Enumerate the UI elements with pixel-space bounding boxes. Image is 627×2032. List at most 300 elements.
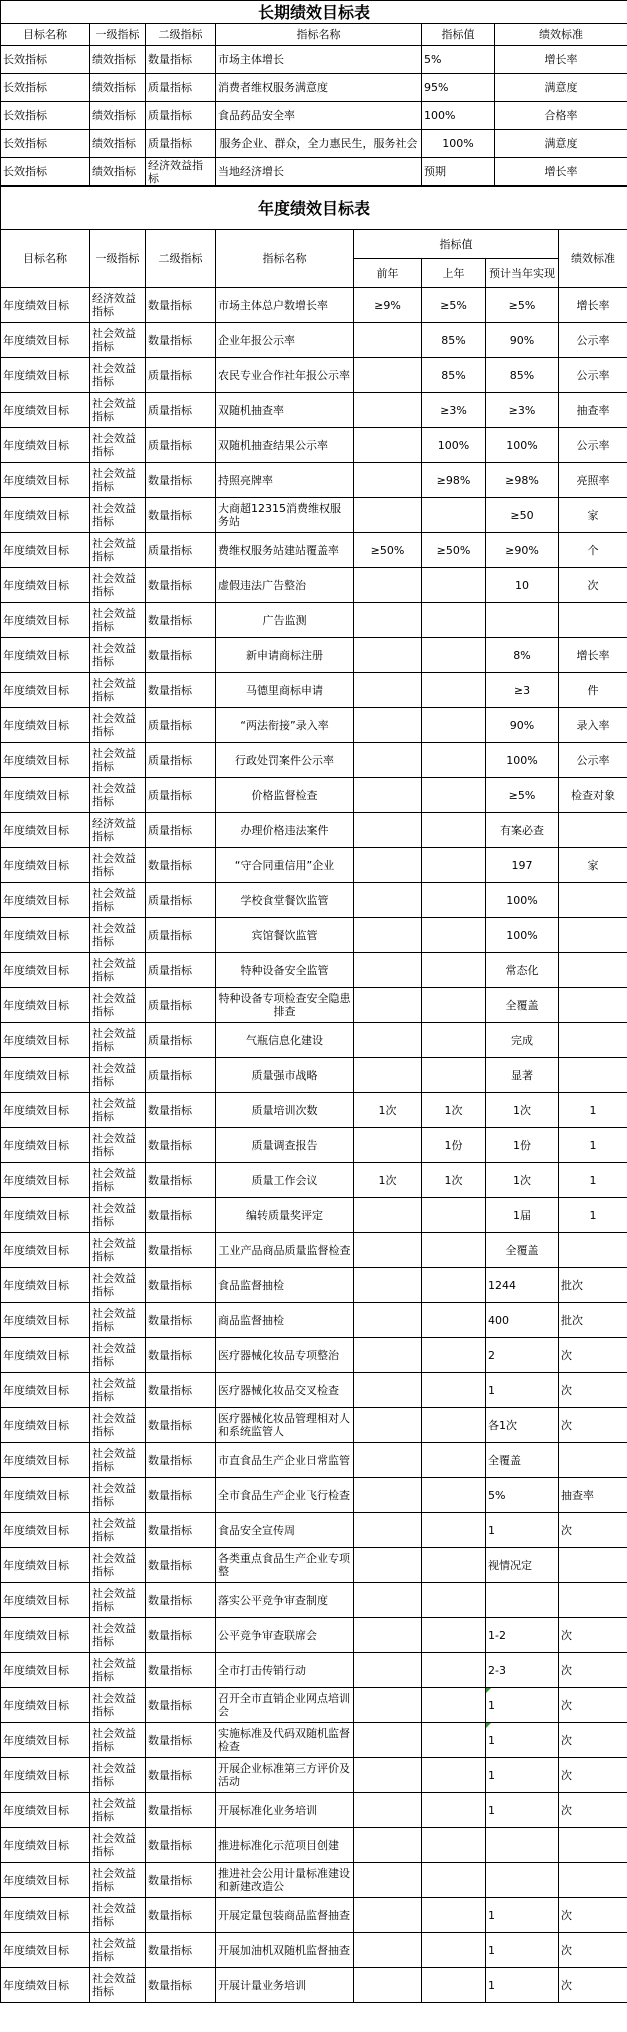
annual-cell-prev1: [422, 1443, 486, 1478]
lt-cell-level2: 质量指标: [146, 102, 216, 130]
annual-cell-indicator: 开展计量业务培训: [216, 1968, 354, 2003]
annual-cell-standard: 增长率: [559, 288, 627, 323]
annual-cell-level1: 社会效益指标: [90, 1023, 146, 1058]
annual-cell-indicator: 大商超12315消费维权服务站: [216, 498, 354, 533]
annual-cell-expected: 1: [486, 1968, 559, 2003]
annual-cell-indicator: 办理价格违法案件: [216, 813, 354, 848]
lt-cell-standard: 增长率: [495, 158, 627, 186]
annual-cell-level2: 质量指标: [146, 358, 216, 393]
annual-cell-indicator: 医疗器械化妆品交叉检查: [216, 1373, 354, 1408]
annual-cell-goal: 年度绩效目标: [1, 393, 90, 428]
table-row: [1, 1653, 627, 1688]
annual-cell-standard: 批次: [559, 1268, 627, 1303]
annual-cell-expected: 100%: [486, 743, 559, 778]
annual-cell-expected: 常态化: [486, 953, 559, 988]
annual-cell-level2: 数量指标: [146, 288, 216, 323]
lt-cell-value: 100%: [422, 130, 495, 158]
annual-cell-expected: 400: [486, 1303, 559, 1338]
header-standard: 绩效标准: [559, 230, 627, 288]
annual-cell-goal: 年度绩效目标: [1, 428, 90, 463]
annual-cell-indicator: 召开全市直销企业网点培训会: [216, 1688, 354, 1723]
annual-cell-expected: 100%: [486, 428, 559, 463]
annual-cell-prev1: [422, 498, 486, 533]
annual-cell-standard: 次: [559, 1618, 627, 1653]
annual-cell-prev2: [354, 1198, 422, 1233]
annual-cell-level2: 数量指标: [146, 1303, 216, 1338]
annual-cell-level2: 质量指标: [146, 778, 216, 813]
table-row: [1, 638, 627, 673]
annual-cell-prev2: [354, 1548, 422, 1583]
annual-cell-level1: 社会效益指标: [90, 743, 146, 778]
annual-cell-standard: 录入率: [559, 708, 627, 743]
annual-cell-standard: [559, 918, 627, 953]
table-row: [1, 1898, 627, 1933]
annual-cell-prev2: [354, 1478, 422, 1513]
annual-cell-prev1: [422, 1863, 486, 1898]
annual-cell-prev2: [354, 1338, 422, 1373]
annual-cell-level2: 数量指标: [146, 1373, 216, 1408]
table-row: [1, 1408, 627, 1443]
annual-cell-expected: ≥90%: [486, 533, 559, 568]
annual-cell-level1: 社会效益指标: [90, 1583, 146, 1618]
annual-cell-goal: 年度绩效目标: [1, 918, 90, 953]
header-goal: 目标名称: [1, 230, 90, 288]
annual-cell-prev2: [354, 1688, 422, 1723]
annual-cell-goal: 年度绩效目标: [1, 1933, 90, 1968]
annual-cell-standard: 检查对象: [559, 778, 627, 813]
table-row: [1, 1163, 627, 1198]
annual-cell-level1: 社会效益指标: [90, 1338, 146, 1373]
annual-cell-level1: 社会效益指标: [90, 1198, 146, 1233]
annual-cell-standard: 1: [559, 1198, 627, 1233]
annual-cell-goal: 年度绩效目标: [1, 848, 90, 883]
annual-cell-indicator: 质量工作会议: [216, 1163, 354, 1198]
annual-cell-level2: 数量指标: [146, 1618, 216, 1653]
annual-cell-prev2: [354, 1793, 422, 1828]
annual-cell-expected: 1-2: [486, 1618, 559, 1653]
table-row: [1, 1828, 627, 1863]
annual-cell-expected: 1次: [486, 1093, 559, 1128]
annual-cell-level1: 社会效益指标: [90, 358, 146, 393]
annual-cell-standard: [559, 953, 627, 988]
annual-cell-goal: 年度绩效目标: [1, 1233, 90, 1268]
table-row: [1, 1303, 627, 1338]
annual-cell-standard: 公示率: [559, 428, 627, 463]
annual-cell-prev1: [422, 1828, 486, 1863]
annual-cell-standard: 公示率: [559, 323, 627, 358]
annual-cell-level1: 社会效益指标: [90, 918, 146, 953]
annual-cell-level1: 社会效益指标: [90, 533, 146, 568]
annual-cell-prev1: [422, 1898, 486, 1933]
lt-cell-goal: 长效指标: [1, 102, 90, 130]
table-row: [1, 1618, 627, 1653]
annual-cell-indicator: 双随机抽查率: [216, 393, 354, 428]
annual-cell-level1: 社会效益指标: [90, 778, 146, 813]
lt-cell-level1: 绩效指标: [90, 158, 146, 186]
lt-cell-standard: 合格率: [495, 102, 627, 130]
lt-cell-level2: 数量指标: [146, 46, 216, 74]
annual-cell-level2: 质量指标: [146, 883, 216, 918]
annual-cell-prev2: [354, 953, 422, 988]
annual-cell-expected: 2: [486, 1338, 559, 1373]
annual-cell-prev1: [422, 568, 486, 603]
annual-cell-prev2: [354, 988, 422, 1023]
lt-cell-level2: 质量指标: [146, 130, 216, 158]
table-row: [1, 1198, 627, 1233]
annual-cell-prev1: [422, 813, 486, 848]
long-term-table: [0, 0, 627, 186]
annual-cell-level1: 社会效益指标: [90, 708, 146, 743]
annual-cell-expected: 1: [486, 1898, 559, 1933]
annual-cell-goal: 年度绩效目标: [1, 883, 90, 918]
annual-cell-level2: 数量指标: [146, 1128, 216, 1163]
annual-cell-expected: ≥5%: [486, 778, 559, 813]
table-row: [1, 778, 627, 813]
annual-cell-level1: 社会效益指标: [90, 1373, 146, 1408]
annual-cell-prev1: [422, 1723, 486, 1758]
annual-cell-level1: 社会效益指标: [90, 883, 146, 918]
annual-cell-level1: 社会效益指标: [90, 568, 146, 603]
table-row: [1, 603, 627, 638]
annual-cell-prev2: [354, 638, 422, 673]
lt-header-level2: 二级指标: [146, 24, 216, 46]
annual-cell-prev2: [354, 778, 422, 813]
table-row: [1, 988, 627, 1023]
annual-cell-prev2: [354, 568, 422, 603]
annual-table: [0, 186, 627, 2003]
annual-cell-expected: ≥3: [486, 673, 559, 708]
lt-cell-goal: 长效指标: [1, 74, 90, 102]
annual-cell-indicator: “守合同重信用”企业: [216, 848, 354, 883]
annual-cell-standard: [559, 988, 627, 1023]
annual-cell-prev2: [354, 1128, 422, 1163]
annual-cell-indicator: 企业年报公示率: [216, 323, 354, 358]
annual-cell-level2: 数量指标: [146, 848, 216, 883]
lt-cell-value: 95%: [422, 74, 495, 102]
annual-cell-goal: 年度绩效目标: [1, 1478, 90, 1513]
table-row: [1, 673, 627, 708]
annual-cell-goal: 年度绩效目标: [1, 1653, 90, 1688]
annual-cell-standard: [559, 1443, 627, 1478]
annual-cell-standard: 次: [559, 1758, 627, 1793]
annual-cell-level2: 质量指标: [146, 708, 216, 743]
annual-cell-level1: 社会效益指标: [90, 1548, 146, 1583]
table-row: [1, 102, 627, 130]
annual-cell-prev2: [354, 1373, 422, 1408]
table-row: [1, 918, 627, 953]
lt-cell-indicator: 服务企业、群众，全力惠民生，服务社会: [216, 130, 422, 158]
lt-header-goal: 目标名称: [1, 24, 90, 46]
annual-cell-level2: 质量指标: [146, 393, 216, 428]
annual-cell-standard: 个: [559, 533, 627, 568]
annual-cell-goal: 年度绩效目标: [1, 1968, 90, 2003]
annual-cell-goal: 年度绩效目标: [1, 323, 90, 358]
annual-cell-prev2: [354, 1758, 422, 1793]
annual-cell-prev2: [354, 428, 422, 463]
annual-cell-level2: 数量指标: [146, 1688, 216, 1723]
table-row: [1, 1443, 627, 1478]
lt-cell-indicator: 当地经济增长: [216, 158, 422, 186]
annual-cell-prev2: [354, 813, 422, 848]
annual-cell-prev2: [354, 1408, 422, 1443]
lt-cell-indicator: 市场主体增长: [216, 46, 422, 74]
annual-cell-prev2: [354, 463, 422, 498]
table-row: [1, 130, 627, 158]
annual-cell-indicator: 费维权服务站建站覆盖率: [216, 533, 354, 568]
annual-cell-goal: 年度绩效目标: [1, 743, 90, 778]
lt-cell-level1: 绩效指标: [90, 74, 146, 102]
annual-cell-level2: 数量指标: [146, 1338, 216, 1373]
table-row: [1, 498, 627, 533]
annual-cell-standard: 抽查率: [559, 1478, 627, 1513]
annual-cell-expected: 1: [486, 1723, 559, 1758]
annual-cell-level2: 数量指标: [146, 1093, 216, 1128]
annual-cell-goal: 年度绩效目标: [1, 813, 90, 848]
table-row: [1, 1968, 627, 2003]
annual-cell-indicator: 广告监测: [216, 603, 354, 638]
annual-cell-level2: 数量指标: [146, 673, 216, 708]
table-row: [1, 1933, 627, 1968]
annual-cell-indicator: 开展企业标准第三方评价及活动: [216, 1758, 354, 1793]
annual-cell-indicator: 特种设备安全监管: [216, 953, 354, 988]
annual-cell-level2: 数量指标: [146, 568, 216, 603]
annual-cell-level2: 数量指标: [146, 1198, 216, 1233]
annual-title: 年度绩效目标表: [1, 187, 627, 230]
annual-cell-prev2: ≥50%: [354, 533, 422, 568]
table-row: [1, 883, 627, 918]
annual-cell-level1: 经济效益指标: [90, 288, 146, 323]
table-row: [1, 1513, 627, 1548]
annual-cell-prev2: [354, 603, 422, 638]
annual-cell-expected: 1244: [486, 1268, 559, 1303]
annual-cell-expected: 1: [486, 1758, 559, 1793]
annual-cell-prev2: [354, 323, 422, 358]
annual-cell-expected: ≥50: [486, 498, 559, 533]
annual-cell-level1: 社会效益指标: [90, 1303, 146, 1338]
annual-cell-prev2: [354, 358, 422, 393]
annual-cell-prev2: ≥9%: [354, 288, 422, 323]
annual-cell-level1: 社会效益指标: [90, 498, 146, 533]
annual-cell-goal: 年度绩效目标: [1, 1688, 90, 1723]
annual-cell-expected: 1: [486, 1688, 559, 1723]
table-row: [1, 1233, 627, 1268]
annual-cell-level2: 数量指标: [146, 1513, 216, 1548]
annual-cell-prev1: [422, 953, 486, 988]
annual-cell-standard: [559, 1023, 627, 1058]
annual-cell-goal: 年度绩效目标: [1, 463, 90, 498]
annual-cell-indicator: 推进社会公用计量标准建设和新建改造公: [216, 1863, 354, 1898]
annual-cell-prev2: 1次: [354, 1163, 422, 1198]
header-level1: 一级指标: [90, 230, 146, 288]
annual-cell-level1: 社会效益指标: [90, 1898, 146, 1933]
lt-cell-level1: 绩效指标: [90, 102, 146, 130]
annual-cell-expected: ≥3%: [486, 393, 559, 428]
annual-cell-standard: 次: [559, 1933, 627, 1968]
annual-cell-expected: [486, 1583, 559, 1618]
annual-cell-level1: 社会效益指标: [90, 1653, 146, 1688]
annual-cell-indicator: 工业产品商品质量监督检查: [216, 1233, 354, 1268]
annual-cell-standard: 家: [559, 498, 627, 533]
annual-cell-level1: 社会效益指标: [90, 1618, 146, 1653]
table-row: [1, 1863, 627, 1898]
annual-cell-goal: 年度绩效目标: [1, 603, 90, 638]
table-row: [1, 708, 627, 743]
annual-cell-standard: 件: [559, 673, 627, 708]
annual-cell-level1: 社会效益指标: [90, 988, 146, 1023]
annual-cell-expected: 2-3: [486, 1653, 559, 1688]
annual-cell-standard: [559, 1828, 627, 1863]
lt-cell-indicator: 食品药品安全率: [216, 102, 422, 130]
annual-cell-level2: 数量指标: [146, 1793, 216, 1828]
annual-cell-indicator: 市直食品生产企业日常监管: [216, 1443, 354, 1478]
annual-cell-level1: 社会效益指标: [90, 1128, 146, 1163]
annual-cell-level2: 质量指标: [146, 428, 216, 463]
annual-cell-prev2: [354, 1863, 422, 1898]
annual-cell-goal: 年度绩效目标: [1, 638, 90, 673]
table-row: [1, 1268, 627, 1303]
table-row: [1, 323, 627, 358]
annual-cell-expected: 5%: [486, 1478, 559, 1513]
annual-cell-level2: 质量指标: [146, 953, 216, 988]
annual-cell-standard: 次: [559, 1968, 627, 2003]
annual-cell-goal: 年度绩效目标: [1, 1828, 90, 1863]
lt-header-indicator: 指标名称: [216, 24, 422, 46]
annual-cell-indicator: 编转质量奖评定: [216, 1198, 354, 1233]
lt-header-value: 指标值: [422, 24, 495, 46]
annual-cell-goal: 年度绩效目标: [1, 988, 90, 1023]
table-row: [1, 288, 627, 323]
annual-cell-prev2: [354, 1233, 422, 1268]
annual-cell-standard: 亮照率: [559, 463, 627, 498]
annual-cell-prev2: [354, 1898, 422, 1933]
annual-cell-indicator: 医疗器械化妆品管理相对人和系统监管人: [216, 1408, 354, 1443]
annual-cell-expected: 1: [486, 1933, 559, 1968]
annual-cell-prev1: [422, 988, 486, 1023]
annual-cell-prev1: [422, 1268, 486, 1303]
annual-cell-level1: 社会效益指标: [90, 603, 146, 638]
annual-cell-prev1: 85%: [422, 358, 486, 393]
annual-cell-expected: ≥5%: [486, 288, 559, 323]
annual-cell-indicator: 市场主体总户数增长率: [216, 288, 354, 323]
table-row: [1, 74, 627, 102]
annual-cell-level2: 质量指标: [146, 533, 216, 568]
annual-cell-prev2: [354, 1058, 422, 1093]
annual-cell-expected: 显著: [486, 1058, 559, 1093]
annual-cell-level1: 社会效益指标: [90, 1688, 146, 1723]
annual-cell-indicator: 质量培训次数: [216, 1093, 354, 1128]
lt-cell-value: 预期: [422, 158, 495, 186]
annual-cell-level1: 社会效益指标: [90, 1793, 146, 1828]
annual-cell-indicator: 虚假违法广告整治: [216, 568, 354, 603]
table-row: [1, 1793, 627, 1828]
annual-cell-level1: 社会效益指标: [90, 428, 146, 463]
annual-cell-indicator: 落实公平竞争审查制度: [216, 1583, 354, 1618]
annual-cell-level1: 社会效益指标: [90, 463, 146, 498]
annual-cell-prev2: [354, 393, 422, 428]
annual-cell-level2: 质量指标: [146, 743, 216, 778]
annual-cell-expected: [486, 1828, 559, 1863]
table-row: [1, 1723, 627, 1758]
annual-cell-goal: 年度绩效目标: [1, 1548, 90, 1583]
table-row: [1, 1128, 627, 1163]
annual-cell-expected: 100%: [486, 883, 559, 918]
annual-cell-prev1: 1次: [422, 1163, 486, 1198]
table-row: [1, 533, 627, 568]
annual-cell-prev1: [422, 1793, 486, 1828]
annual-cell-standard: 1: [559, 1163, 627, 1198]
annual-cell-goal: 年度绩效目标: [1, 1338, 90, 1373]
annual-cell-standard: 次: [559, 1898, 627, 1933]
annual-cell-standard: [559, 1058, 627, 1093]
annual-cell-prev2: [354, 743, 422, 778]
annual-cell-prev2: [354, 498, 422, 533]
annual-cell-prev2: [354, 1513, 422, 1548]
annual-cell-prev1: 85%: [422, 323, 486, 358]
lt-cell-level2: 经济效益指标: [146, 158, 216, 186]
annual-cell-expected: 完成: [486, 1023, 559, 1058]
table-row: [1, 1478, 627, 1513]
table-row: [1, 848, 627, 883]
annual-cell-indicator: 双随机抽查结果公示率: [216, 428, 354, 463]
annual-cell-expected: 1: [486, 1793, 559, 1828]
annual-cell-prev1: [422, 778, 486, 813]
annual-cell-prev1: [422, 1513, 486, 1548]
annual-cell-standard: [559, 1583, 627, 1618]
annual-cell-level1: 社会效益指标: [90, 1093, 146, 1128]
annual-cell-prev1: [422, 1233, 486, 1268]
annual-cell-goal: 年度绩效目标: [1, 1128, 90, 1163]
annual-cell-prev1: [422, 603, 486, 638]
annual-cell-prev1: [422, 918, 486, 953]
annual-cell-level1: 社会效益指标: [90, 1828, 146, 1863]
annual-cell-prev1: [422, 1618, 486, 1653]
annual-cell-goal: 年度绩效目标: [1, 1898, 90, 1933]
annual-cell-level2: 数量指标: [146, 1548, 216, 1583]
annual-cell-goal: 年度绩效目标: [1, 533, 90, 568]
annual-cell-prev2: [354, 1723, 422, 1758]
annual-cell-standard: [559, 1233, 627, 1268]
annual-cell-level2: 数量指标: [146, 1723, 216, 1758]
annual-cell-standard: 次: [559, 568, 627, 603]
table-row: [1, 463, 627, 498]
annual-cell-level2: 数量指标: [146, 1443, 216, 1478]
table-row: [1, 428, 627, 463]
annual-cell-goal: 年度绩效目标: [1, 778, 90, 813]
annual-cell-level1: 社会效益指标: [90, 1058, 146, 1093]
annual-cell-indicator: 气瓶信息化建设: [216, 1023, 354, 1058]
table-row: [1, 1583, 627, 1618]
annual-cell-goal: 年度绩效目标: [1, 1093, 90, 1128]
annual-cell-level2: 数量指标: [146, 1268, 216, 1303]
lt-cell-level2: 质量指标: [146, 74, 216, 102]
annual-cell-indicator: “两法衔接”录入率: [216, 708, 354, 743]
annual-cell-prev1: [422, 1548, 486, 1583]
annual-cell-standard: 次: [559, 1408, 627, 1443]
header-prev2: 前年: [354, 259, 422, 288]
table-row: [1, 1023, 627, 1058]
annual-cell-standard: 次: [559, 1793, 627, 1828]
annual-cell-prev1: [422, 1653, 486, 1688]
annual-cell-prev1: 1次: [422, 1093, 486, 1128]
table-row: [1, 743, 627, 778]
annual-cell-standard: [559, 1548, 627, 1583]
annual-cell-prev2: 1次: [354, 1093, 422, 1128]
lt-cell-value: 5%: [422, 46, 495, 74]
annual-cell-goal: 年度绩效目标: [1, 288, 90, 323]
annual-cell-goal: 年度绩效目标: [1, 1303, 90, 1338]
long-term-title: 长期绩效目标表: [1, 1, 627, 24]
annual-cell-goal: 年度绩效目标: [1, 1373, 90, 1408]
